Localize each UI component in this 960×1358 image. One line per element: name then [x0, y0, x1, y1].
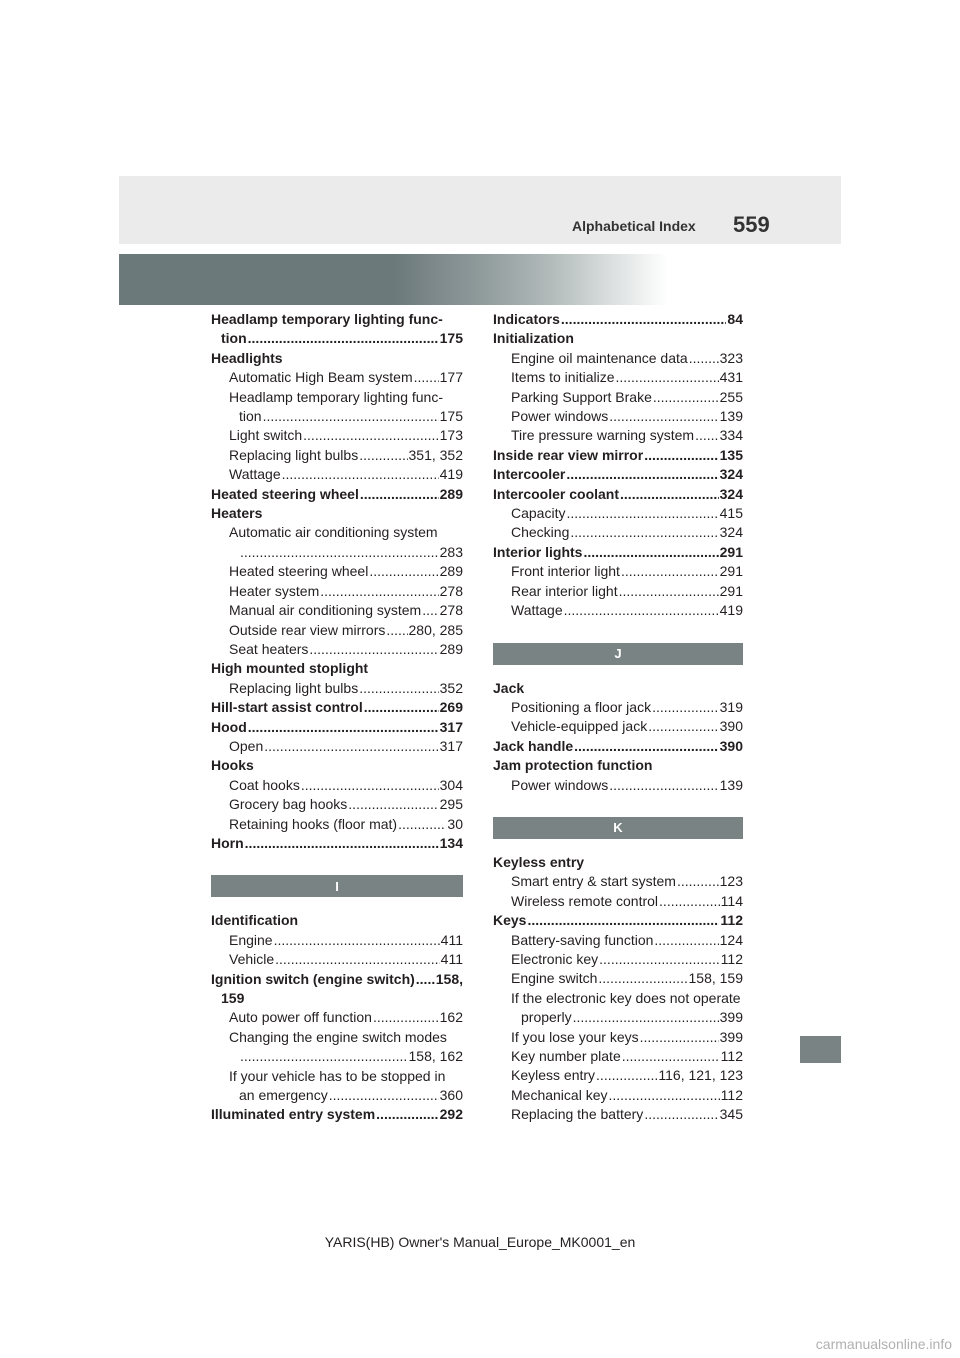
index-entry-term: Keyless entry [493, 853, 585, 870]
index-entry-term: Hood [211, 718, 247, 735]
index-letter-header: I [211, 875, 463, 897]
index-entry [211, 834, 463, 853]
index-entry-page: 112 [720, 1048, 743, 1064]
index-entry [211, 911, 463, 930]
index-entry-term: Rear interior light [511, 582, 618, 599]
dot-leader [566, 504, 718, 523]
dot-leader [274, 931, 440, 950]
index-entry [493, 1086, 743, 1105]
header-gradient-bar [119, 254, 841, 305]
index-entry [211, 582, 463, 601]
index-entry [211, 601, 463, 620]
index-entry-term: If you lose your keys [511, 1028, 639, 1045]
dot-leader [653, 388, 719, 407]
dot-leader [619, 582, 719, 601]
index-entry [493, 950, 743, 969]
index-entry [211, 621, 463, 640]
index-entry [493, 679, 743, 698]
index-entry-term: Manual air conditioning system [229, 602, 422, 619]
index-entry-page: 158, 162 [408, 1048, 463, 1065]
index-entry-term: Outside rear view mirrors [229, 621, 386, 638]
index-entry [493, 601, 743, 620]
index-entry-term: Horn [211, 834, 244, 851]
section-title: Alphabetical Index [572, 218, 696, 234]
index-entry-page: 360 [439, 1087, 463, 1104]
index-entry [211, 1086, 463, 1105]
index-entry-page: 158, 159 [688, 970, 743, 987]
index-entry-term: Mechanical key [511, 1086, 608, 1103]
index-entry [493, 465, 743, 484]
dot-leader [564, 601, 719, 620]
index-entry-term: Jack handle [493, 737, 574, 754]
index-entry-page: 352 [439, 679, 463, 696]
index-entry-term: Replacing light bulbs [229, 679, 359, 696]
index-entry-term: Headlights [211, 349, 283, 366]
index-entry [211, 659, 463, 678]
index-entry [211, 329, 463, 348]
dot-leader [648, 717, 718, 736]
index-entry [493, 582, 743, 601]
index-entry-term: Intercooler coolant [493, 485, 620, 502]
dot-leader [416, 970, 435, 989]
dot-leader [561, 310, 727, 329]
index-entry [211, 1008, 463, 1027]
index-entry [493, 911, 743, 930]
index-entry-term: Keyless entry [511, 1067, 596, 1084]
index-entry-term: Initialization [493, 330, 574, 347]
dot-leader [301, 776, 439, 795]
dot-leader [369, 562, 438, 581]
index-entry [493, 407, 743, 426]
footer-manual-id: YARIS(HB) Owner's Manual_Europe_MK0001_en [324, 1234, 636, 1250]
dot-leader [583, 543, 718, 562]
index-entry-term: Checking [511, 524, 570, 541]
index-entry-page: 411 [440, 951, 463, 968]
index-entry-term: Heater system [229, 582, 320, 599]
index-entry-page: 112 [720, 950, 743, 967]
index-entry-term: Indicators [493, 311, 560, 327]
dot-leader [677, 872, 719, 891]
index-entry-term: High mounted stoplight [211, 660, 369, 677]
index-entry [493, 969, 743, 988]
index-entry-page: 323 [719, 349, 743, 366]
index-entry-term: Jam protection function [493, 757, 653, 774]
index-entry [211, 931, 463, 950]
dot-leader [566, 465, 718, 484]
index-entry-term: Open [229, 737, 264, 754]
dot-leader [644, 446, 718, 465]
dot-leader [329, 1086, 439, 1105]
index-entry-page: 112 [720, 912, 743, 929]
index-entry-term: Jack [493, 679, 525, 696]
dot-leader [245, 834, 439, 853]
index-entry-term: Seat heaters [229, 640, 309, 657]
index-entry-term: properly [521, 1009, 572, 1026]
index-entry [211, 776, 463, 795]
index-entry-page: 319 [719, 698, 743, 715]
index-entry-page: 399 [719, 1009, 743, 1026]
dot-leader [240, 543, 439, 562]
dot-leader [359, 446, 407, 465]
index-entry [493, 329, 743, 348]
index-entry-page: 175 [439, 408, 463, 425]
index-entry-page: 411 [440, 931, 463, 948]
index-entry-page: 324 [719, 524, 743, 541]
index-entry-term: Vehicle-equipped jack [511, 718, 648, 735]
index-entry [211, 737, 463, 756]
index-entry-term: Intercooler [493, 466, 566, 483]
index-entry-page: 334 [719, 427, 743, 444]
index-entry-term: 159 [221, 990, 245, 1006]
index-entry-page: 84 [727, 311, 743, 327]
index-entry [493, 310, 743, 329]
index-letter-header: K [493, 817, 743, 839]
index-entry-page: 295 [439, 796, 463, 813]
index-entry [493, 892, 743, 911]
index-entry-page: 324 [719, 485, 743, 502]
dot-leader [303, 426, 438, 445]
index-entry [493, 698, 743, 717]
index-entry-term: If the electronic key does not operate [511, 989, 741, 1006]
index-entry-page: 123 [719, 873, 743, 890]
index-entry-term: Automatic air conditioning system [229, 524, 438, 541]
index-entry-term: Parking Support Brake [511, 388, 652, 405]
index-entry-term: Heated steering wheel [229, 563, 369, 580]
index-entry [211, 485, 463, 504]
index-entry-page: 390 [719, 737, 743, 754]
index-entry [211, 950, 463, 969]
index-entry-term: Replacing the battery [511, 1106, 644, 1123]
dot-leader [596, 1066, 657, 1085]
index-entry-page: 324 [719, 466, 743, 483]
index-entry [493, 756, 743, 775]
index-entry-term: Positioning a floor jack [511, 698, 652, 715]
index-entry-page: 112 [720, 1086, 743, 1103]
index-entry [493, 485, 743, 504]
dot-leader [695, 426, 719, 445]
dot-leader [248, 329, 439, 348]
index-entry [211, 426, 463, 445]
index-entry-term: Heated steering wheel [211, 485, 359, 502]
index-column-left [211, 310, 463, 1125]
index-entry-page: 390 [719, 718, 743, 735]
dot-leader [240, 1047, 408, 1066]
index-entry-page: 269 [439, 699, 463, 716]
index-entry-term: tion [239, 408, 262, 425]
index-entry-term: Heaters [211, 505, 263, 522]
index-entry-page: 351, 352 [408, 446, 463, 463]
index-entry [493, 426, 743, 445]
index-entry-page: 304 [439, 776, 463, 793]
index-entry-term: Identification [211, 912, 299, 929]
index-entry-page: 292 [439, 1106, 463, 1123]
index-entry [493, 717, 743, 736]
index-letter-header: J [493, 643, 743, 665]
index-entry-term: Light switch [229, 427, 303, 444]
index-entry [493, 853, 743, 872]
index-entry [493, 737, 743, 756]
index-entry [493, 1008, 743, 1027]
dot-leader [570, 523, 718, 542]
index-entry-page: 291 [719, 543, 743, 560]
index-entry-page: 289 [439, 485, 463, 502]
index-entry-page: 139 [719, 408, 743, 425]
dot-leader [248, 718, 439, 737]
index-entry-term: Engine switch [511, 970, 598, 987]
index-entry-term: Coat hooks [229, 776, 300, 793]
dot-leader [376, 1105, 438, 1124]
index-entry-term: Power windows [511, 776, 609, 793]
index-entry-term: Tire pressure warning system [511, 427, 695, 444]
index-entry [211, 368, 463, 387]
dot-leader [527, 911, 719, 930]
index-entry [211, 795, 463, 814]
index-entry [493, 504, 743, 523]
index-entry-page: 289 [439, 640, 463, 657]
dot-leader [609, 1086, 720, 1105]
index-entry-term: Headlamp temporary lighting func- [211, 311, 443, 327]
index-entry-page: 399 [719, 1028, 743, 1045]
index-entry [493, 1066, 743, 1085]
dot-leader [386, 621, 407, 640]
index-entry-term: Keys [493, 912, 527, 929]
dot-leader [599, 950, 720, 969]
index-entry-page: 317 [439, 718, 463, 735]
index-entry [493, 1028, 743, 1047]
index-entry-page: 255 [719, 388, 743, 405]
index-entry-term: an emergency [239, 1087, 328, 1104]
index-entry-page: 345 [719, 1106, 743, 1123]
index-entry [211, 679, 463, 698]
index-entry-page: 278 [439, 582, 463, 599]
index-entry-term: Auto power off function [229, 1009, 372, 1026]
index-entry-term: tion [221, 330, 247, 347]
index-entry-term: If your vehicle has to be stopped in [229, 1067, 446, 1084]
index-entry-term: Headlamp temporary lighting func- [229, 388, 443, 405]
index-entry-page: 419 [719, 602, 743, 619]
index-entry [211, 388, 463, 407]
index-entry-page: 116, 121, 123 [658, 1067, 743, 1084]
index-entry [211, 504, 463, 523]
index-entry-page: 317 [439, 737, 463, 754]
index-entry [211, 407, 463, 426]
index-entry-term: Items to initialize [511, 369, 615, 386]
index-entry-term: Ignition switch (engine switch) [211, 970, 415, 987]
dot-leader [615, 368, 718, 387]
index-entry-term: Engine [229, 931, 273, 948]
index-entry-term: Wireless remote control [511, 892, 659, 909]
dot-leader [320, 582, 438, 601]
index-entry-term: Wattage [229, 466, 281, 483]
index-entry [493, 543, 743, 562]
index-entry-page: 419 [439, 466, 463, 483]
dot-leader [652, 698, 719, 717]
dot-leader [309, 640, 438, 659]
index-entry-term: Smart entry & start system [511, 873, 676, 890]
index-entry-page: 280, 285 [408, 621, 463, 638]
dot-leader [422, 601, 438, 620]
dot-leader [360, 485, 439, 504]
index-entry [493, 446, 743, 465]
dot-leader [359, 679, 438, 698]
index-entry-term: Capacity [511, 505, 566, 522]
index-entry-term: Engine oil maintenance data [511, 349, 688, 366]
index-entry-page: 175 [439, 330, 463, 347]
index-entry-term: Vehicle [229, 951, 275, 968]
index-entry-term: Hooks [211, 757, 254, 774]
index-entry-term: Key number plate [511, 1048, 621, 1064]
index-entry-page: 283 [439, 543, 463, 560]
index-entry-term: Inside rear view mirror [493, 446, 644, 463]
index-entry-term: Battery-saving function [511, 931, 654, 948]
index-entry [211, 970, 463, 989]
index-entry [211, 310, 463, 329]
index-entry-page: 158, [435, 970, 463, 987]
index-entry [493, 368, 743, 387]
index-entry-term: Grocery bag hooks [229, 796, 348, 813]
dot-leader [689, 349, 719, 368]
index-entry-page: 114 [720, 892, 743, 909]
index-entry [493, 349, 743, 368]
index-entry-page: 134 [439, 834, 463, 851]
index-entry [211, 989, 463, 1008]
index-entry-page: 291 [719, 582, 743, 599]
dot-leader [264, 737, 438, 756]
dot-leader [622, 1047, 720, 1066]
index-entry-term: Automatic High Beam system [229, 369, 413, 386]
index-entry [211, 1105, 463, 1124]
index-entry [211, 349, 463, 368]
chapter-side-tab [800, 1036, 841, 1063]
index-entry [493, 562, 743, 581]
index-entry [211, 815, 463, 834]
dot-leader [373, 1008, 439, 1027]
dot-leader [654, 931, 718, 950]
dot-leader [598, 969, 687, 988]
index-entry [493, 1105, 743, 1124]
index-entry-page: 431 [719, 369, 743, 386]
index-entry-page: 177 [439, 369, 463, 386]
dot-leader [659, 892, 720, 911]
index-entry-page: 162 [439, 1009, 463, 1026]
dot-leader [621, 562, 719, 581]
index-entry [493, 1047, 743, 1066]
index-entry-page: 173 [439, 427, 463, 444]
index-entry [211, 562, 463, 581]
index-entry-term: Power windows [511, 408, 609, 425]
index-entry-term: Wattage [511, 602, 563, 619]
dot-leader [398, 815, 446, 834]
index-entry-page: 135 [719, 446, 743, 463]
index-entry-term: Changing the engine switch modes [229, 1028, 447, 1045]
index-entry-page: 415 [719, 505, 743, 522]
index-entry [211, 1067, 463, 1086]
dot-leader [348, 795, 438, 814]
index-column-right [493, 310, 743, 1125]
dot-leader [275, 950, 440, 969]
index-entry-term: Retaining hooks (floor mat) [229, 815, 398, 832]
index-entry-page: 291 [719, 563, 743, 580]
index-entry [211, 718, 463, 737]
index-entry [211, 543, 463, 562]
page-number: 559 [733, 212, 770, 237]
dot-leader [573, 1008, 719, 1027]
index-entry [493, 523, 743, 542]
index-entry-term: Electronic key [511, 950, 599, 967]
index-entry-page: 139 [719, 776, 743, 793]
index-entry [211, 756, 463, 775]
index-entry [493, 989, 743, 1008]
index-entry [211, 523, 463, 542]
index-entry [211, 465, 463, 484]
dot-leader [609, 407, 718, 426]
dot-leader [609, 776, 718, 795]
index-entry [211, 698, 463, 717]
index-entry-term: Interior lights [493, 543, 583, 560]
dot-leader [644, 1105, 718, 1124]
index-entry [493, 776, 743, 795]
index-entry [493, 872, 743, 891]
index-entry-page: 124 [719, 931, 743, 948]
index-entry [211, 1028, 463, 1047]
index-entry-term: Replacing light bulbs [229, 446, 359, 463]
dot-leader [640, 1028, 719, 1047]
index-entry-term: Illuminated entry system [211, 1106, 376, 1123]
index-entry-term: Front interior light [511, 563, 620, 580]
index-entry [211, 640, 463, 659]
dot-leader [414, 368, 439, 387]
dot-leader [263, 407, 439, 426]
index-entry [211, 1047, 463, 1066]
dot-leader [574, 737, 718, 756]
dot-leader [364, 698, 439, 717]
index-entry [211, 446, 463, 465]
index-entry-page: 289 [439, 563, 463, 580]
index-entry-page: 278 [439, 602, 463, 619]
dot-leader [620, 485, 719, 504]
index-entry [493, 388, 743, 407]
index-entry-page: 30 [447, 815, 463, 832]
index-entry-term: Hill-start assist control [211, 699, 363, 716]
index-entry [493, 931, 743, 950]
dot-leader [282, 465, 439, 484]
watermark: carmanualsonline.info [815, 1336, 952, 1352]
